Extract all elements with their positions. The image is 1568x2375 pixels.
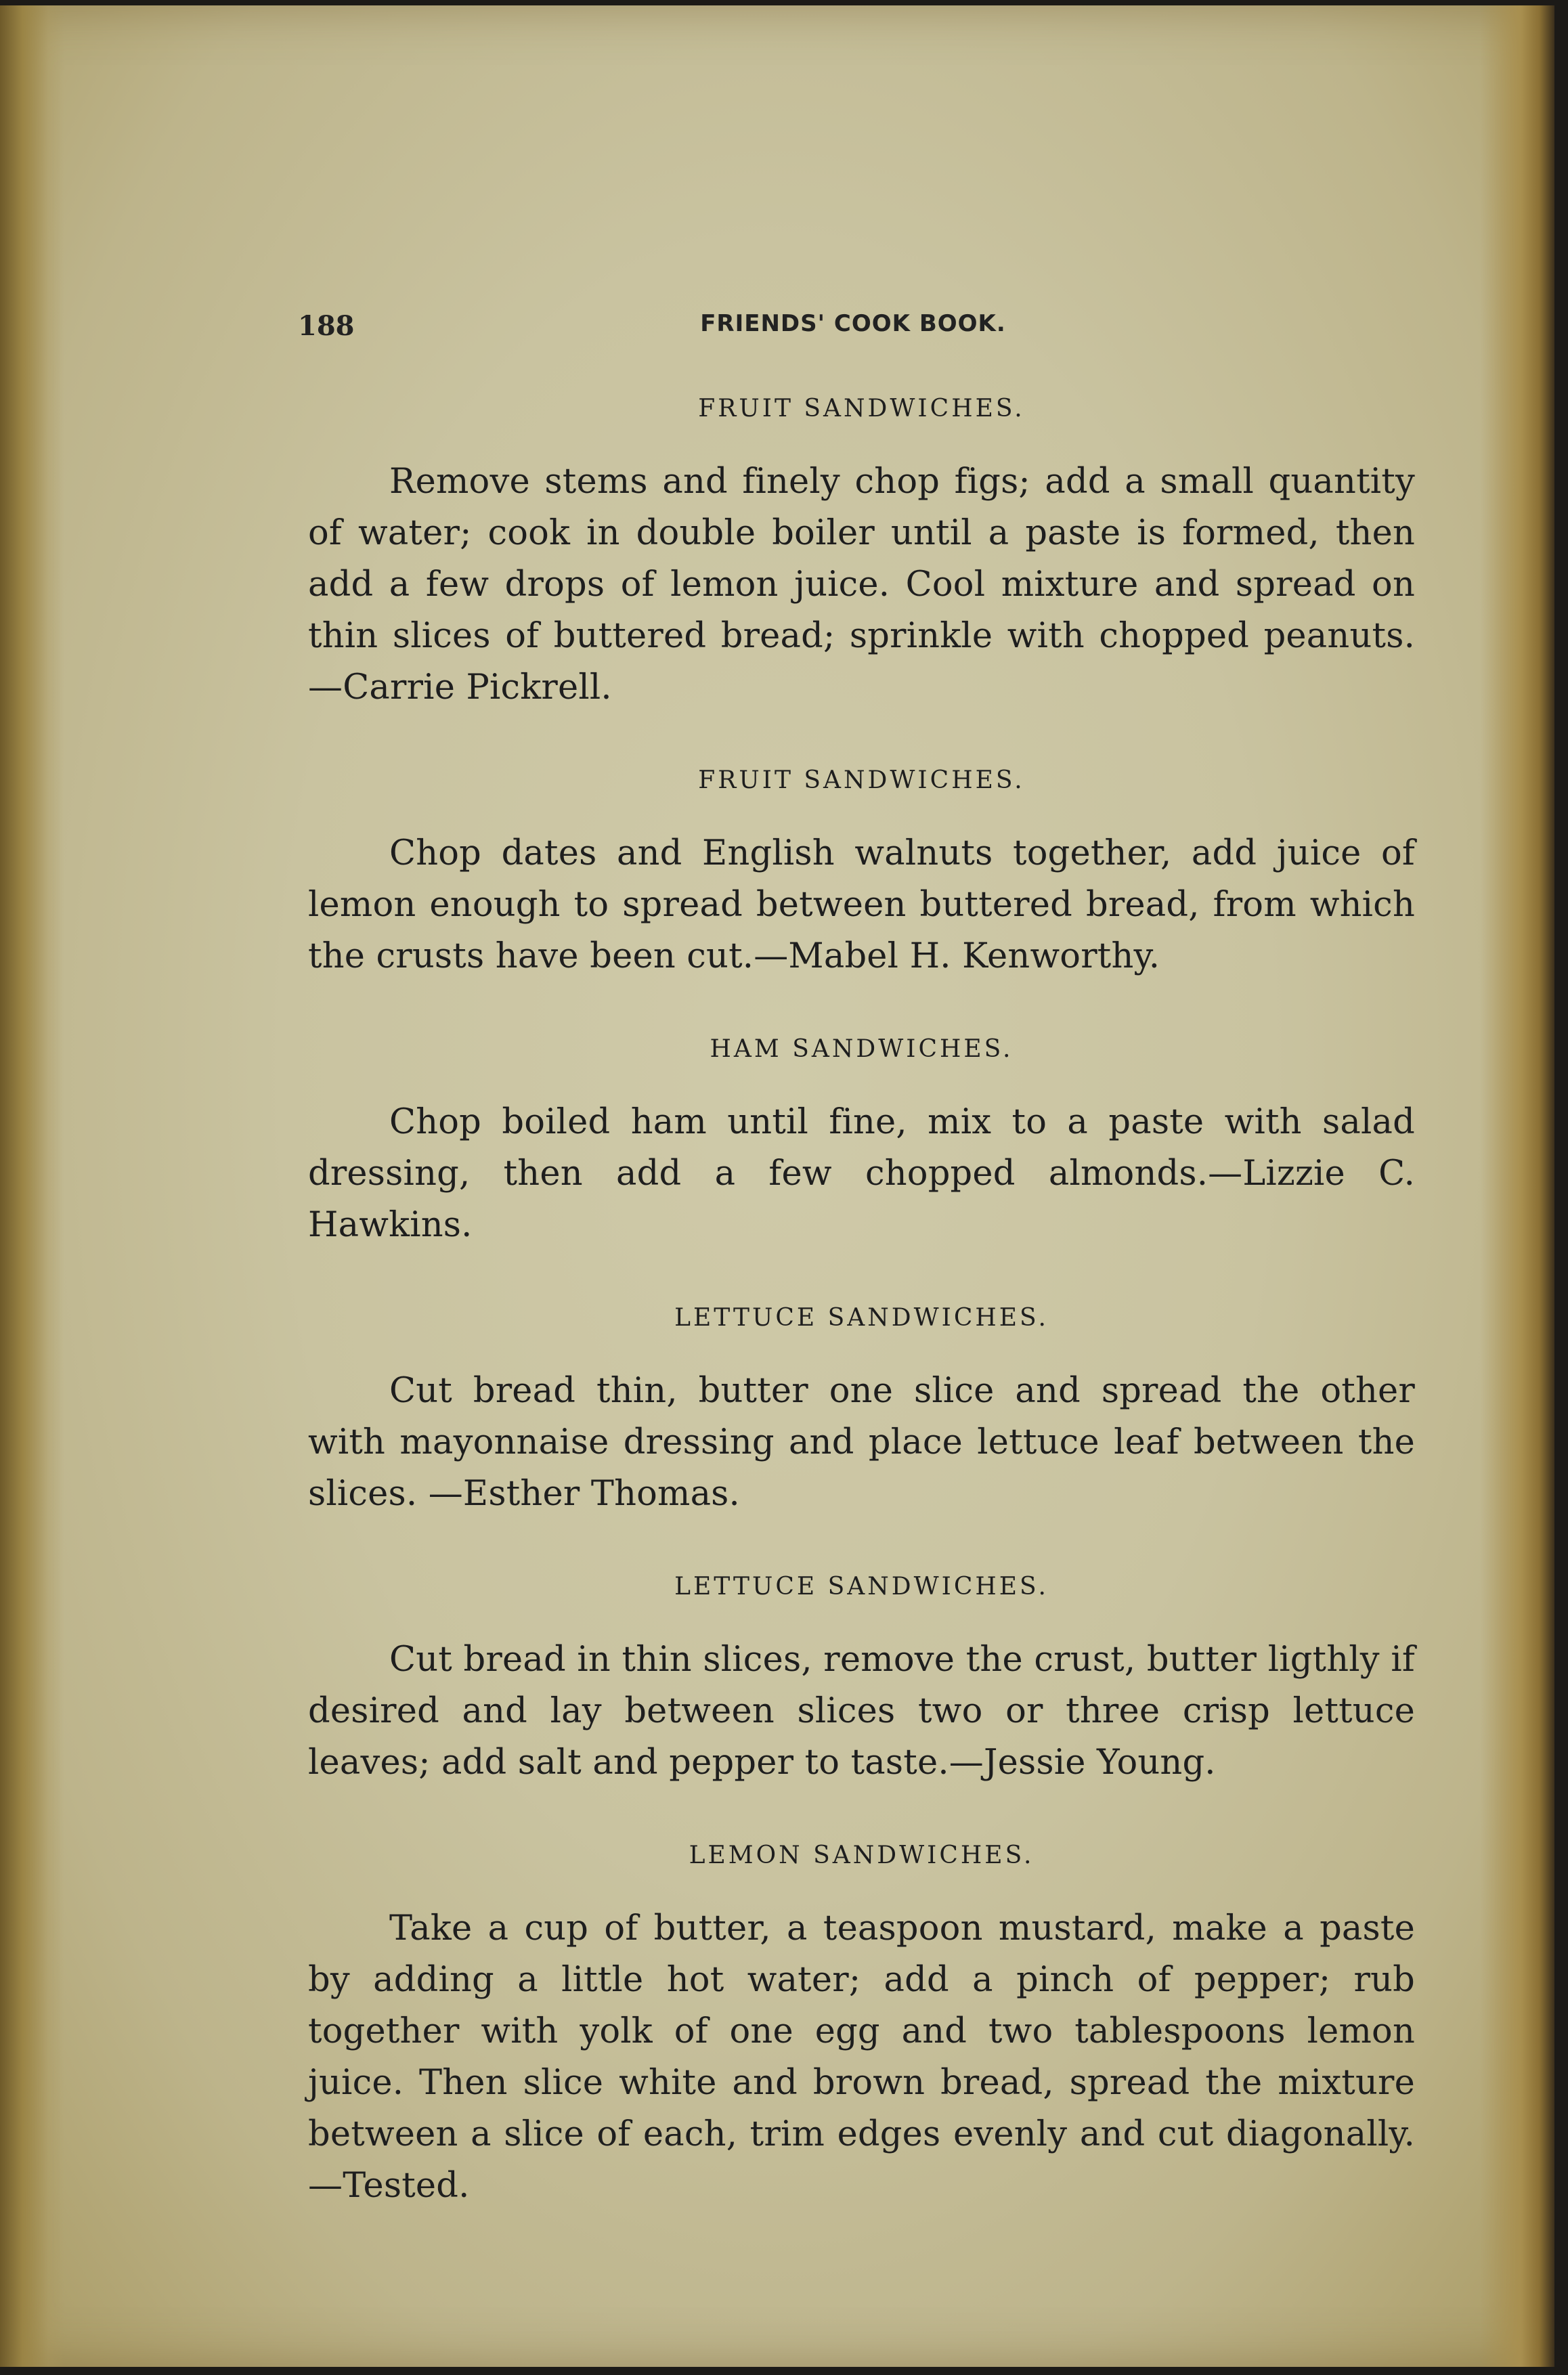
recipe-lettuce-sandwiches-1 [308, 1304, 1415, 1520]
page-header [298, 310, 1408, 351]
page-content [308, 395, 1415, 2265]
recipe-title: LETTUCE SANDWICHES. [674, 1304, 1049, 1332]
recipe-fruit-sandwiches-1 [308, 395, 1415, 714]
recipe-title: FRUIT SANDWICHES. [698, 766, 1025, 794]
recipe-lettuce-sandwiches-2 [308, 1573, 1415, 1789]
page-gutter-shadow [0, 5, 64, 2367]
recipe-text: Chop dates and English walnuts together, add juice of lemon enough to spread between buttered bread, from which the crusts have been cut.—Mabel H. Kenworthy. [308, 833, 1415, 976]
running-title: FRIENDS' COOK BOOK. [700, 310, 1006, 337]
recipe-fruit-sandwiches-2 [308, 766, 1415, 982]
recipe-text: Take a cup of butter, a teaspoon mustard, make a paste by adding a little hot water; add a pinch of pepper; rub together with yolk of one egg and two tablespoons lemon juice. Then slice white and brown bread, spread the mixture between a slice of each, trim edges evenly and cut diagonally.—Tested. [308, 1909, 1415, 2206]
recipe-ham-sandwiches [308, 1035, 1415, 1251]
page-edge-shadow [1480, 5, 1554, 2367]
page-number: 188 [298, 310, 355, 342]
recipe-lemon-sandwiches [308, 1842, 1415, 2212]
recipe-title: HAM SANDWICHES. [710, 1035, 1014, 1063]
recipe-text: Cut bread thin, butter one slice and spread the other with mayonnaise dressing and place lettuce leaf between the slices. —Esther Thomas. [308, 1371, 1415, 1514]
recipe-title: FRUIT SANDWICHES. [698, 395, 1025, 422]
book-page [0, 5, 1554, 2367]
recipe-text: Chop boiled ham until fine, mix to a paste with salad dressing, then add a few chopped almonds.—Lizzie C. Hawkins. [308, 1102, 1415, 1245]
recipe-text: Remove stems and finely chop figs; add a small quantity of water; cook in double boiler until a paste is formed, then add a few drops of lemon juice. Cool mixture and spread on thin slices of buttered bread; sprinkle with chopped peanuts. —Carrie Pickrell. [308, 462, 1415, 707]
recipe-title: LETTUCE SANDWICHES. [674, 1573, 1049, 1600]
recipe-title: LEMON SANDWICHES. [689, 1842, 1035, 1869]
recipe-text: Cut bread in thin slices, remove the crust, butter ligthly if desired and lay between slices two or three crisp lettuce leaves; add salt and pepper to taste.—Jessie Young. [308, 1640, 1415, 1783]
